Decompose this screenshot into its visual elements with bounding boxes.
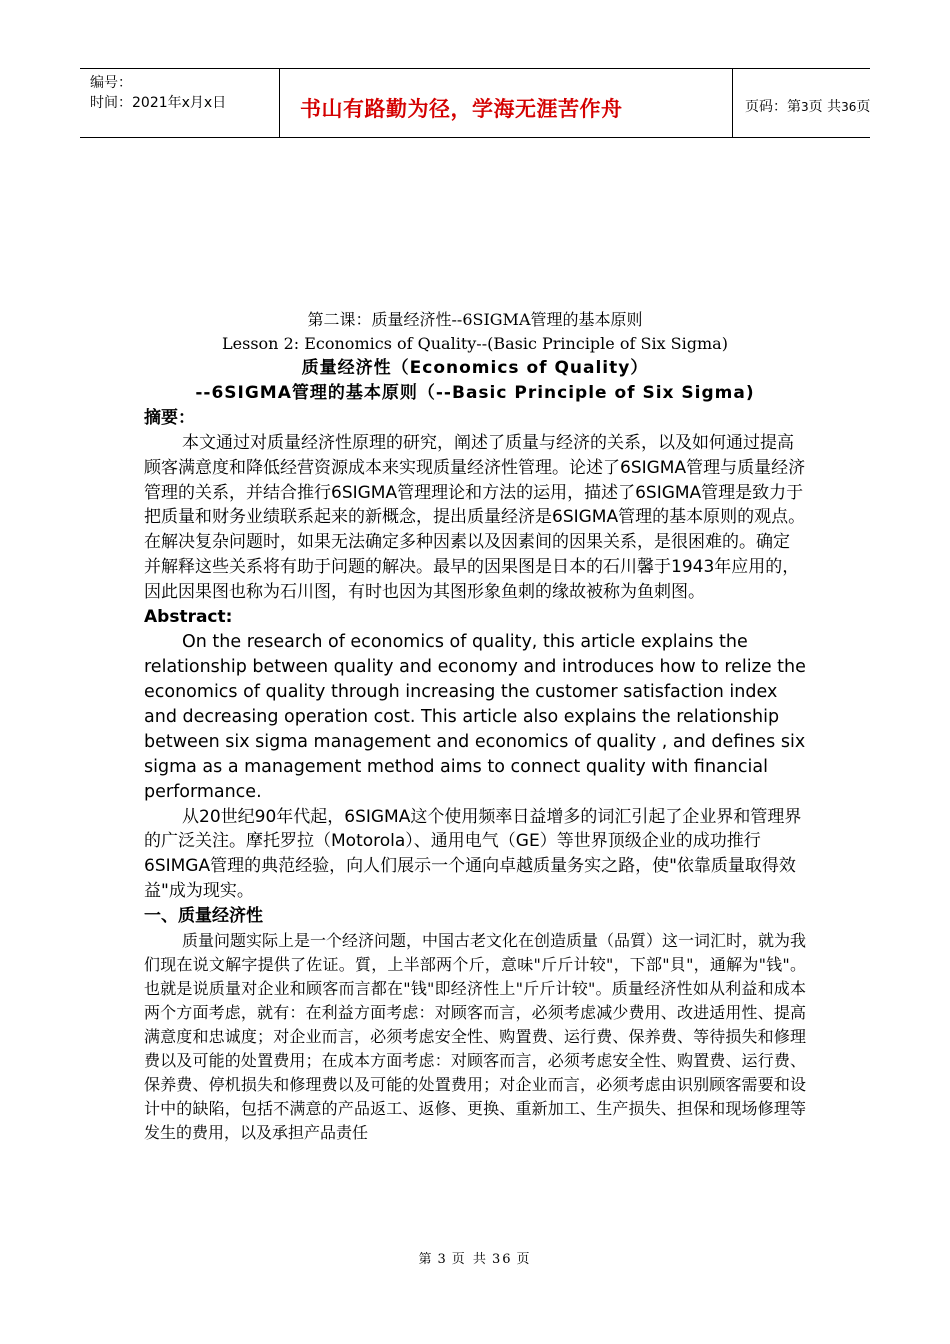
page-current: 3: [801, 100, 809, 114]
motto-text: 书山有路勤为径，学海无涯苦作舟: [300, 97, 623, 121]
page-end: 页: [856, 99, 871, 115]
main-heading-line2: --6SIGMA管理的基本原则（--Basic Principle of Six Sigma): [195, 383, 755, 403]
intro-paragraph: 从20世纪90年代起，6SIGMA这个使用频率日益增多的词汇引起了企业界和管理界的广泛关注。摩托罗拉（Motorola）、通用电气（GE）等世界顶级企业的成功推行6SIMGA管理的典范经验，向人们展示一个通向卓越质量务实之路，使"依靠质量取得效益"成为现实。: [144, 806, 802, 901]
page-label: 页码：第: [745, 99, 801, 115]
page-mid: 页 共: [808, 99, 842, 115]
footer-current: 3: [437, 1252, 448, 1267]
header-page-cell: [733, 69, 870, 137]
document-date: 时间：2021年x月x日: [90, 95, 227, 111]
lesson-title-en: Lesson 2: Economics of Quality--(Basic Principle of Six Sigma): [222, 334, 728, 353]
footer-mid: 页 共: [451, 1252, 488, 1267]
section1-paragraph: 质量问题实际上是一个经济问题，中国古老文化在创造质量（品質）这一词汇时，就为我们现在说文解字提供了佐证。質，上半部两个斤，意味"斤斤计较"，下部"貝"，通解为"钱"。也就是说质量对企业和顾客而言都在"钱"即经济性上"斤斤计较"。质量经济性如从利益和成本两个方面考虑，就有：在利益方面考虑：对顾客而言，必须考虑减少费用、改进适用性、提高满意度和忠诚度；对企业而言，必须考虑安全性、购置费、运行费、保养费、等待损失和修理费以及可能的处置费用；在成本方面考虑：对顾客而言，必须考虑安全性、购置费、运行费、保养费、停机损失和修理费以及可能的处置费用；对企业而言，必须考虑由识别顾客需要和设计中的缺陷，包括不满意的产品返工、返修、更换、重新加工、生产损失、担保和现场修理等发生的费用，以及承担产品责任: [144, 930, 807, 1142]
section1-heading: 一、质量经济性: [144, 905, 263, 926]
page-footer: [0, 1248, 950, 1267]
abstract-cn-paragraph-1: 本文通过对质量经济性原理的研究，阐述了质量与经济的关系，以及如何通过提高顾客满意度和降低经营资源成本来实现质量经济性管理。论述了6SIGMA管理与质量经济管理的关系，并结合推行6SIGMA管理理论和方法的运用，描述了6SIGMA管理是致力于把质量和财务业绩联系起来的新概念，提出质量经济是6SIGMA管理的基本原则的观点。: [144, 433, 806, 528]
document-body: [144, 308, 806, 1145]
abstract-cn-label: 摘要：: [144, 408, 195, 428]
header-meta-cell: [80, 69, 280, 137]
main-heading-line1: 质量经济性（Economics of Quality）: [301, 358, 649, 378]
document-number-label: 编号：: [90, 75, 132, 91]
abstract-en-label: Abstract:: [144, 606, 233, 627]
page-total: 36: [841, 100, 857, 114]
header-motto-cell: [280, 69, 733, 137]
lesson-title-cn: 第二课：质量经济性--6SIGMA管理的基本原则: [307, 310, 643, 329]
footer-suffix: 页: [516, 1252, 532, 1267]
footer-total: 36: [491, 1252, 513, 1267]
page-header: [80, 68, 870, 138]
abstract-en-paragraph: On the research of economics of quality, this article explains the relationship between quality and economy and introduces how to relize the economics of quality through increasing the customer satisfaction index and decreasing operation cost. This article also explains the relationship between six sigma management and economics of quality , and defines six sigma as a management method aims to connect quality with financial performance.: [144, 631, 806, 802]
header-page-info: [745, 96, 870, 116]
abstract-cn-paragraph-2: 在解决复杂问题时，如果无法确定多种因素以及因素间的因果关系，是很困难的。确定并解释这些关系将有助于问题的解决。最早的因果图是日本的石川馨于1943年应用的，因此因果图也称为石川图，有时也因为其图形象鱼刺的缘故被称为鱼刺图。: [144, 532, 800, 602]
footer-prefix: 第: [418, 1252, 434, 1267]
